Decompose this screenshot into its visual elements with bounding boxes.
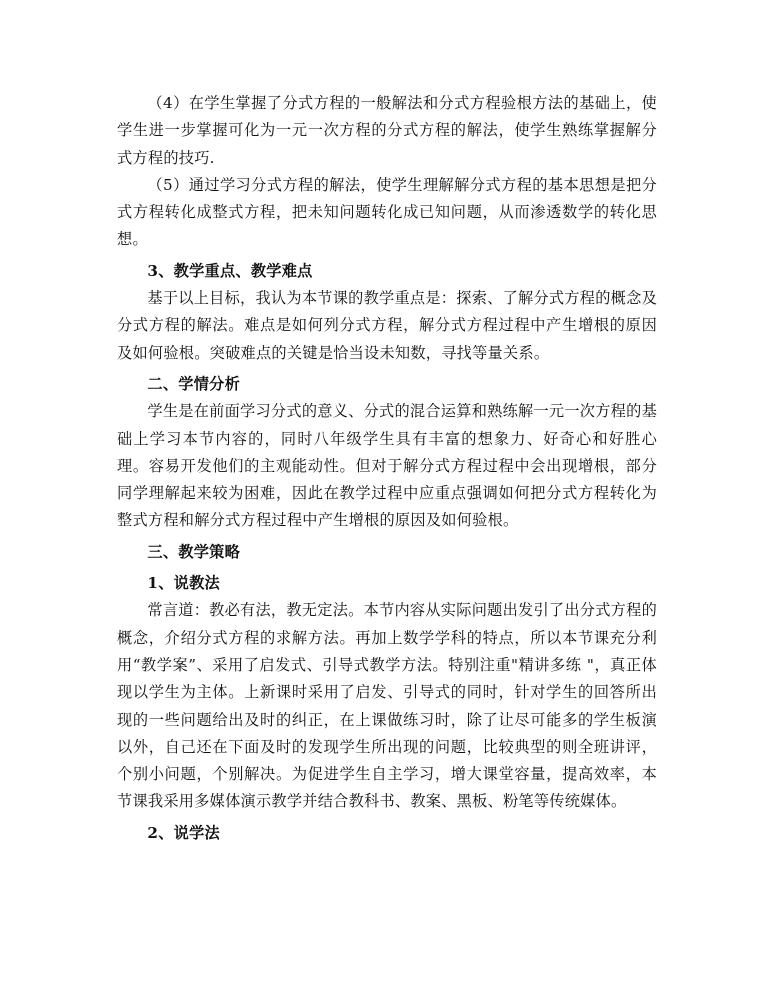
document-page	[117, 90, 657, 847]
key-points-heading: 3、教学重点、教学难点	[147, 261, 313, 280]
key-points-paragraph: 基于以上目标，我认为本节课的教学重点是：探索、了解分式方程的概念及分式方程的解法。难点是如何列分式方程，解分式方程过程中产生增根的原因及如何验根。突破难点的关键是恰当设未知数，寻找等量关系。	[117, 289, 657, 362]
learning-method-heading: 2、说学法	[147, 823, 220, 842]
objective-5-paragraph: （5）通过学习分式方程的解法，使学生理解解分式方程的基本思想是把分式方程转化成整式方程，把未知问题转化成已知问题，从而渗透数学的转化思想。	[117, 175, 657, 249]
student-analysis-paragraph: 学生是在前面学习分式的意义、分式的混合运算和熟练解一元一次方程的基础上学习本节内容的，同时八年级学生具有丰富的想象力、好奇心和好胜心理。容易开发他们的主观能动性。但对于解分式方程过程中会出现增根，部分同学理解起来较为困难，因此在教学过程中应重点强调如何把分式方程转化为整式方程和解分式方程过程中产生增根的原因及如何验根。	[117, 402, 657, 530]
student-analysis-heading: 二、学情分析	[147, 374, 241, 393]
teaching-strategy-heading: 三、教学策略	[147, 542, 241, 561]
objective-4-paragraph: （4）在学生掌握了分式方程的一般解法和分式方程验根方法的基础上，使学生进一步掌握可化为一元一次方程的分式方程的解法，使学生熟练掌握解分式方程的技巧.	[117, 94, 657, 167]
teaching-method-paragraph: 常言道：教必有法，教无定法。本节内容从实际问题出发引了出分式方程的概念，介绍分式方程的求解方法。再加上数学学科的特点，所以本节课充分利用“教学案”、采用了启发式、引导式教学方法。特别注重"精讲多练 "，真正体现以学生为主体。上新课时采用了启发、引导式的同时，针对学生的回答所出现的一些问题给出及时的纠正，在上课做练习时，除了让尽可能多的学生板演以外，自己还在下面及时的发现学生所出现的问题，比较典型的则全班讲评，个别小问题，个别解决。为促进学生自主学习，增大课堂容量，提高效率，本节课我采用多媒体演示教学并结合教科书、教案、黑板、粉笔等传统媒体。	[117, 601, 657, 811]
teaching-method-heading: 1、说教法	[147, 574, 220, 593]
